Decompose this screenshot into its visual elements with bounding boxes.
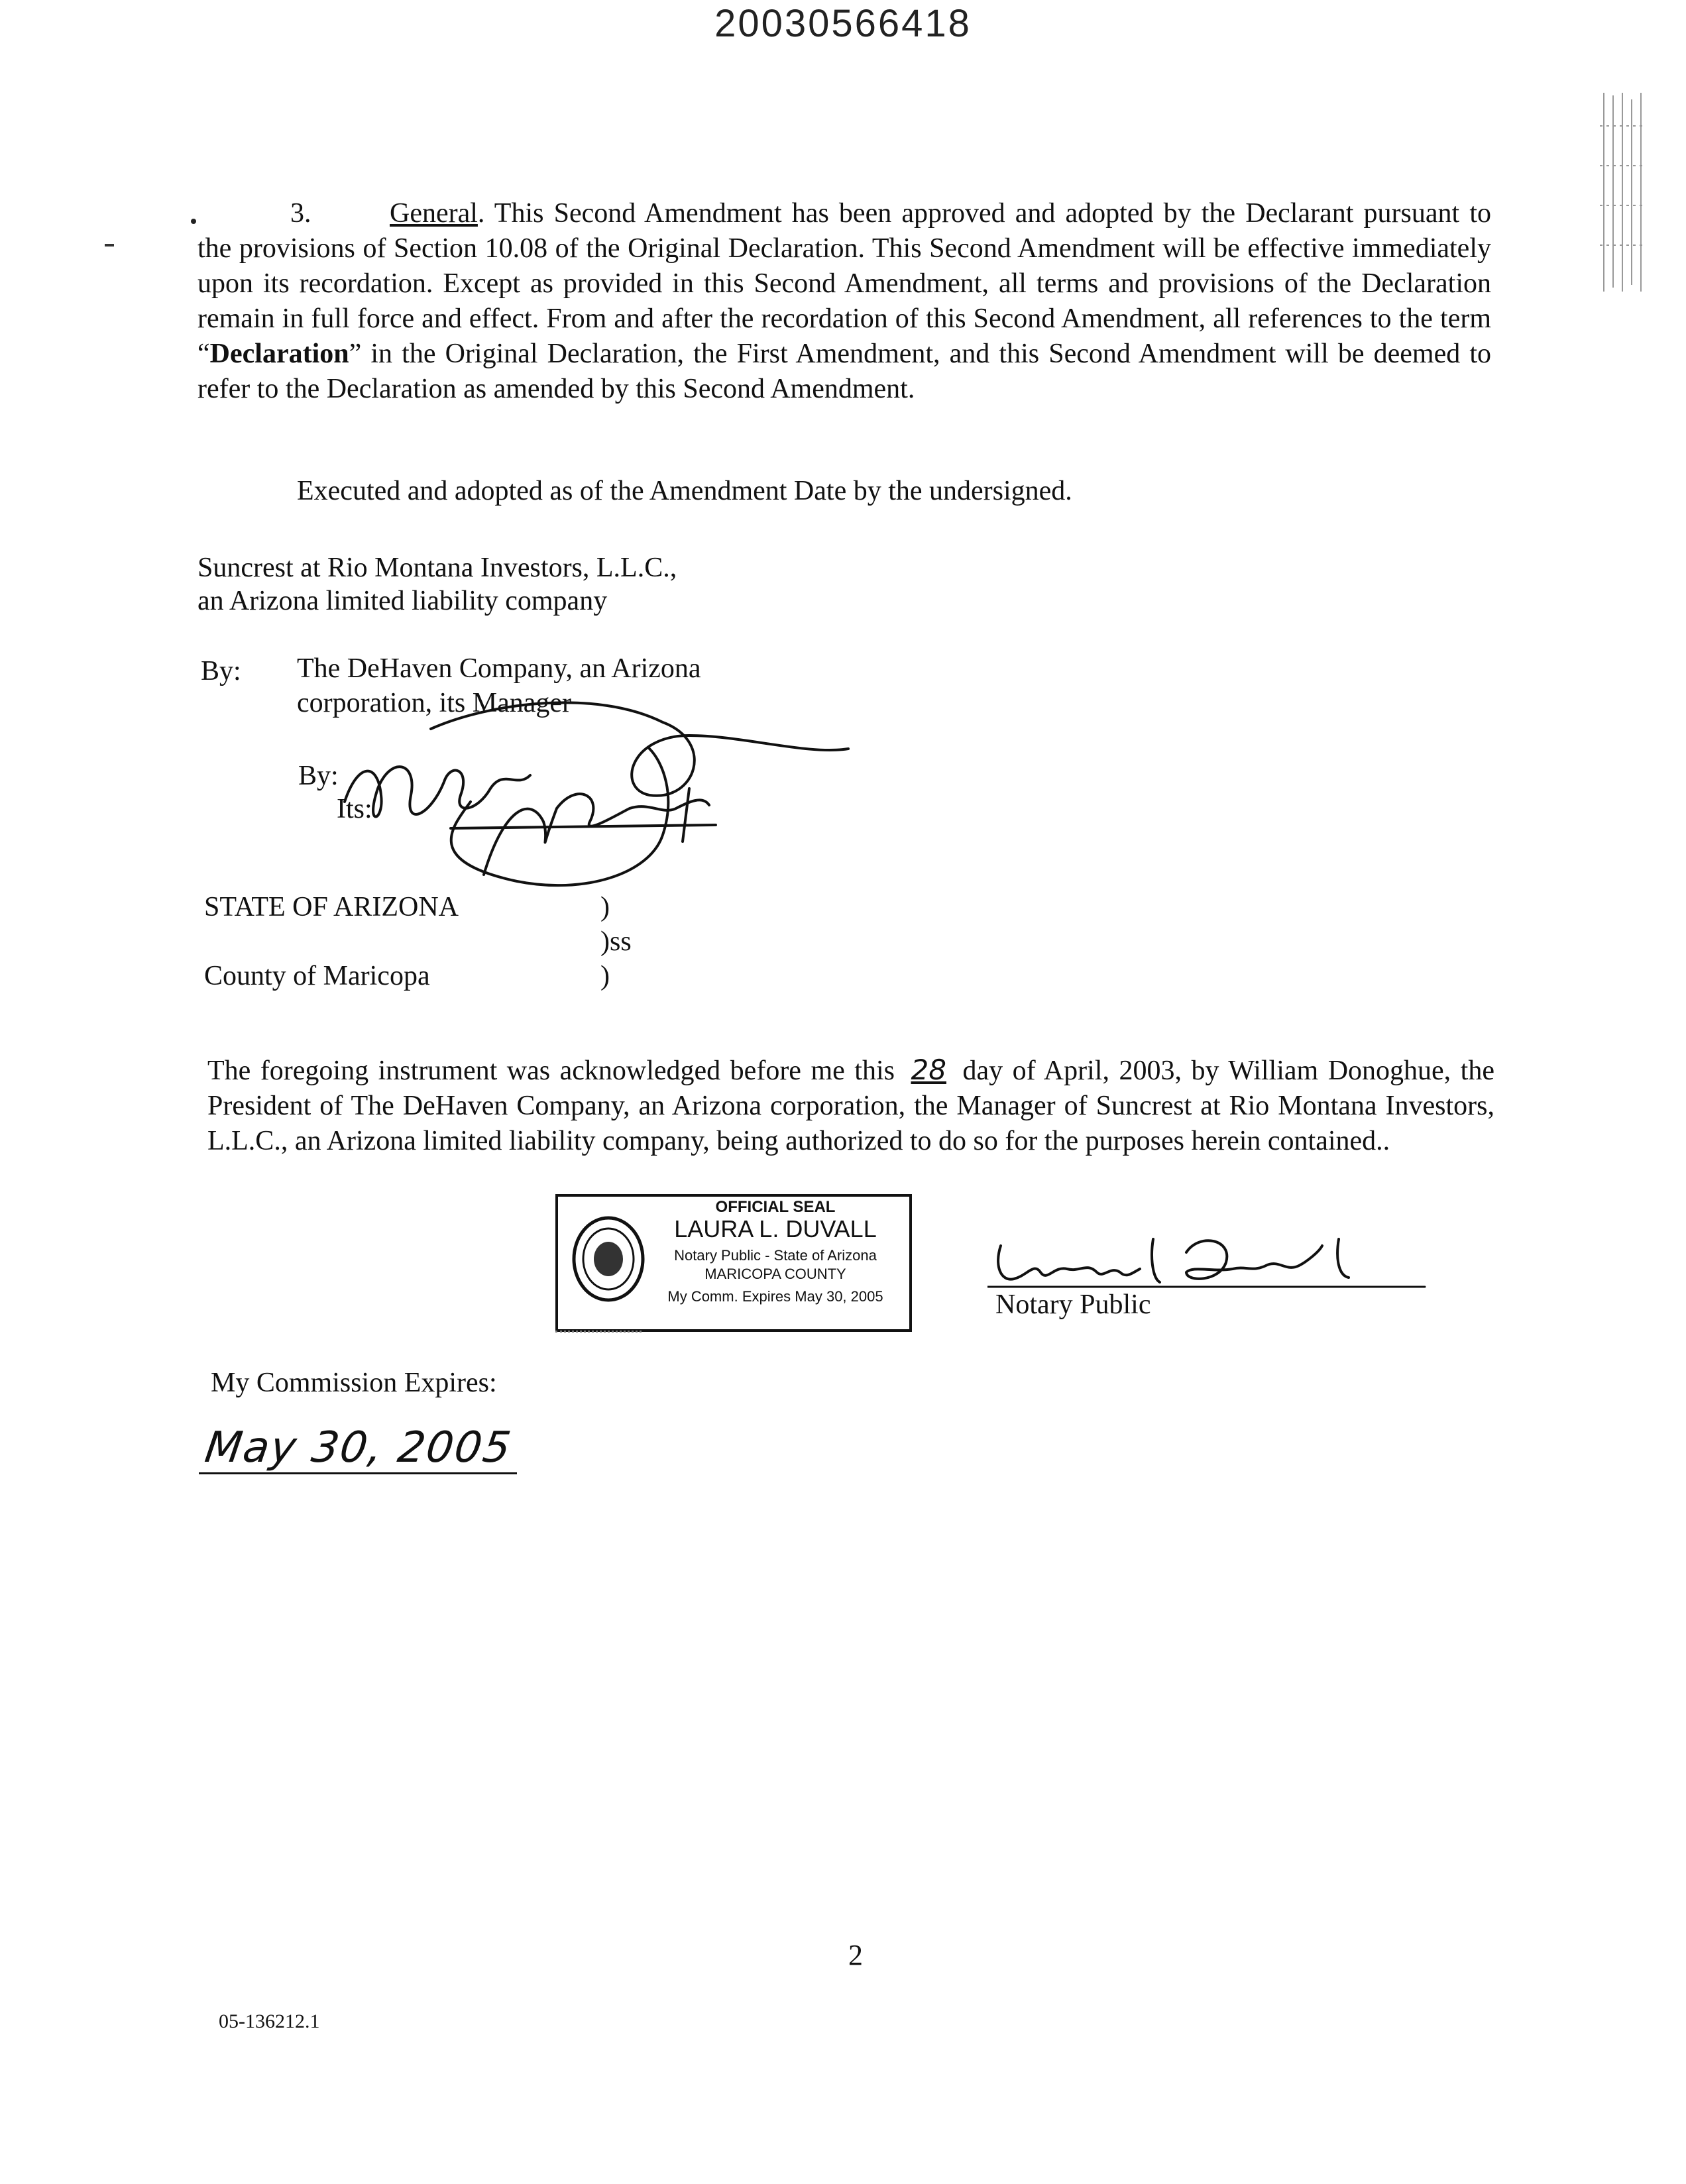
executed-line: Executed and adopted as of the Amendment Date by the undersigned. bbox=[297, 476, 1072, 506]
margin-stamp-marks bbox=[1591, 86, 1657, 305]
section-3-paragraph bbox=[197, 196, 1491, 407]
county-label: County of Maricopa bbox=[204, 961, 430, 991]
ack-text-1: The foregoing instrument was acknowledged before me this bbox=[207, 1056, 895, 1086]
notary-public-label: Notary Public bbox=[995, 1289, 1151, 1320]
venue-paren-2: ) bbox=[600, 961, 610, 991]
state-seal-emblem bbox=[569, 1213, 648, 1305]
state-label: STATE OF ARIZONA bbox=[204, 892, 459, 922]
venue-paren-1: ) bbox=[600, 892, 610, 922]
company-name: Suncrest at Rio Montana Investors, L.L.C., bbox=[197, 553, 677, 583]
commission-date-handwritten: May 30, 2005 bbox=[201, 1423, 515, 1472]
by-label-2: By: bbox=[298, 761, 339, 791]
declaration-term: Declaration bbox=[209, 339, 349, 369]
manager-line-2: corporation, its Manager bbox=[297, 688, 572, 718]
recording-number: 20030566418 bbox=[714, 2, 972, 45]
ack-day: 28 bbox=[911, 1054, 946, 1086]
seal-title: OFFICIAL SEAL bbox=[715, 1198, 836, 1216]
manager-line-1: The DeHaven Company, an Arizona bbox=[297, 653, 701, 684]
page-number: 2 bbox=[848, 1939, 863, 1971]
venue-ss: )ss bbox=[600, 926, 632, 957]
seal-notary-name: LAURA L. DUVALL bbox=[674, 1215, 877, 1242]
section-number: 3. bbox=[290, 198, 311, 229]
acknowledgment-paragraph bbox=[207, 1052, 1494, 1159]
commission-date-underline bbox=[199, 1472, 517, 1474]
section-text-1: . This Second Amendment has been approved and adopted by the Declarant pursuant to the provisions of Section 10.08 of the Original Declaration. This Second Amendment will be effective immediately upon its recordation. Except as provided in this Second Amendment, all terms and provisions of the Declaration remain in full force and effect. From and after the recordation of this Second Amendment, all references to the term “ bbox=[197, 198, 1491, 369]
commission-label: My Commission Expires: bbox=[211, 1368, 497, 1398]
ack-text-2: day of April, 2003, by William Donoghue, the President of The DeHaven Company, an Arizona corporation, the Manager of Suncrest at Rio Montana Investors, L.L.C., an Arizona limited liability company, being authorized to do so for the purposes herein contained.. bbox=[207, 1056, 1494, 1156]
seal-line-3: Notary Public - State of Arizona bbox=[674, 1247, 877, 1264]
company-type: an Arizona limited liability company bbox=[197, 586, 608, 616]
bullet-mark bbox=[191, 219, 196, 224]
section-heading: General bbox=[390, 198, 478, 229]
seal-line-4: MARICOPA COUNTY bbox=[704, 1266, 846, 1282]
stray-mark bbox=[105, 244, 114, 246]
section-text-2: ” in the Original Declaration, the First Amendment, and this Second Amendment will be deemed to refer to the Declaration as amended by this Second Amendment. bbox=[197, 339, 1491, 404]
seal-dotted-line bbox=[555, 1331, 642, 1333]
by-label: By: bbox=[201, 656, 241, 686]
president-signature bbox=[318, 663, 862, 928]
seal-line-5: My Comm. Expires May 30, 2005 bbox=[667, 1288, 883, 1305]
its-label: Its: bbox=[337, 794, 372, 824]
document-code: 05-136212.1 bbox=[219, 2010, 320, 2032]
